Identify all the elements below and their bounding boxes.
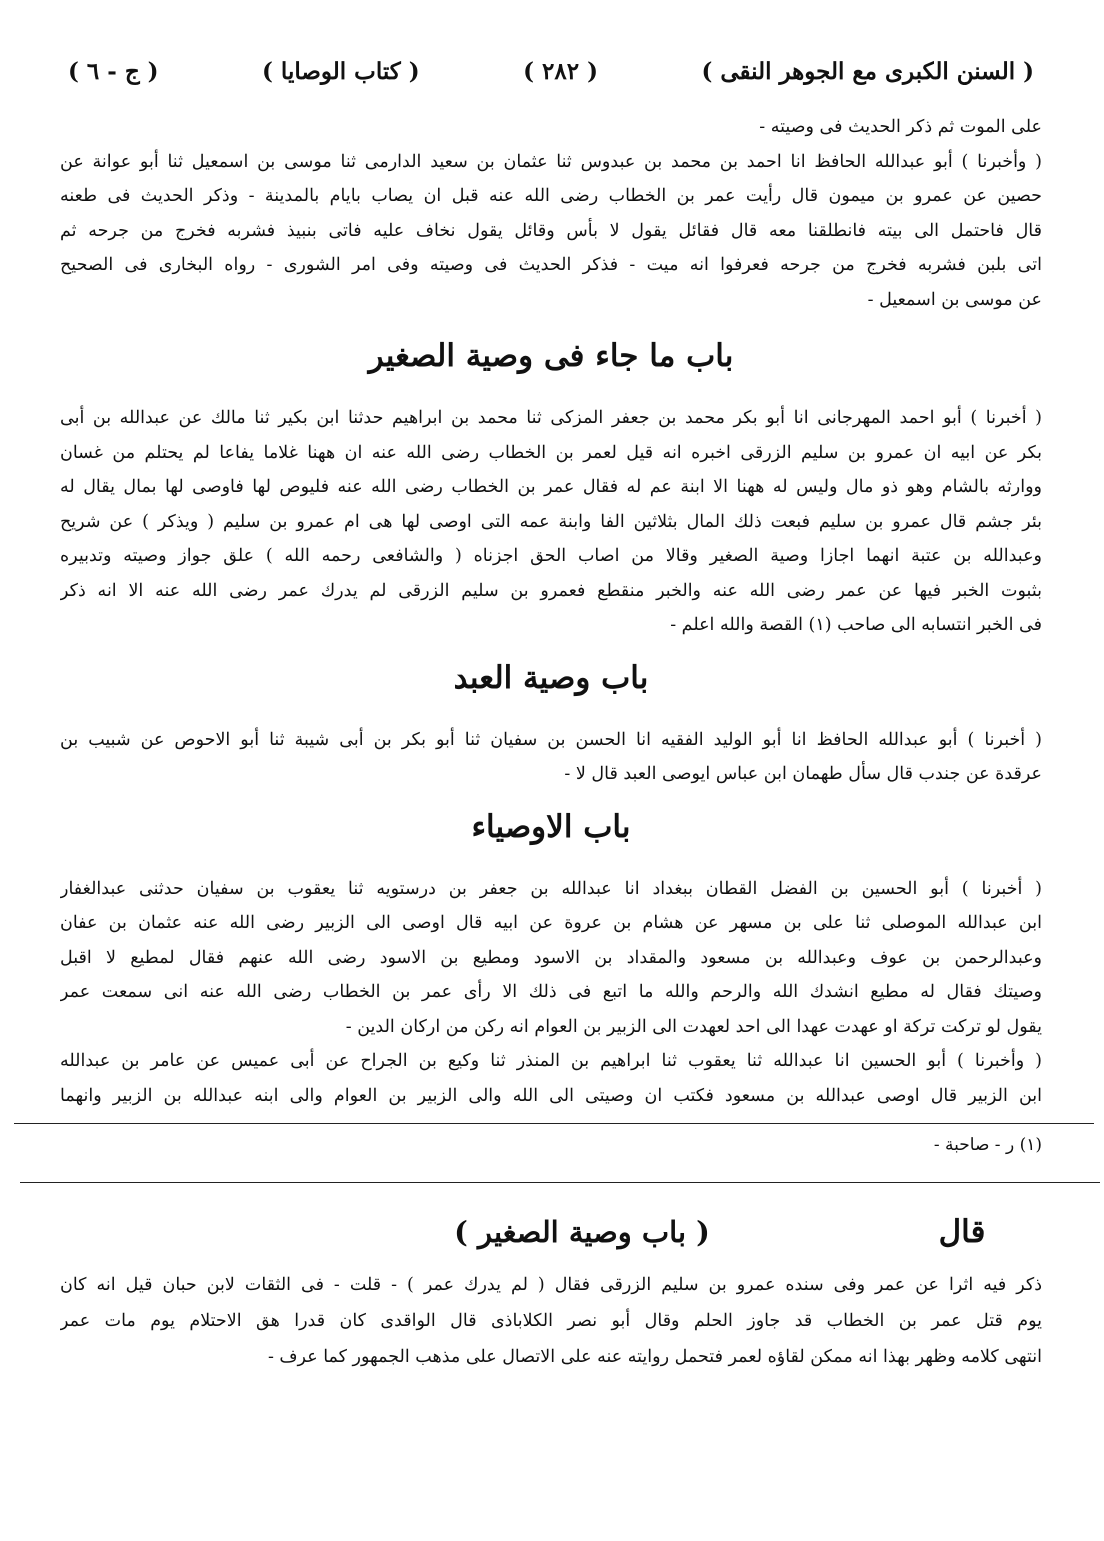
commentary-title: ( باب وصية الصغير ) [454,1215,710,1249]
chapter-title: ( كتاب الوصايا ) [262,58,420,85]
text-line: ( أخبرنا ) أبو عبدالله الحافظ انا أبو الوليد الفقيه انا الحسن بن سفيان ثنا أبو بكر بن أبى شيبة ثنا أبو الاحوص عن شبيب بن [60,729,1042,750]
text-line: ابن عبدالله الموصلى ثنا على بن مسهر عن هشام بن عروة عن ابيه قال اوصى الى الزبير رضى الله عنه عثمان بن عفان [60,913,1042,933]
text-line: وصيتك فقال له مطيع انشدك الله والرحم والله ما اتبع فى ذلك الا رأى عمر بن الخطاب رضى الله عنه انى سمعت عمر [60,982,1042,1002]
text-line: ووارثه بالشام وهو ذو مال وليس له ههنا الا ابنة عم له فقال عمر بن الخطاب رضى الله عنه فليوص لها فاوصى لها بمال يقال له [60,477,1042,497]
text-line: ( أخبرنا ) أبو احمد المهرجانى انا أبو بكر محمد بن جعفر المزكى ثنا محمد بن ابراهيم حدثنا ابن بكير ثنا مالك عن عبدالله بن أبى [60,408,1042,428]
volume-label: ( ج - ٦ ) [68,58,159,85]
section-minor-will [60,401,1042,643]
text-line: فى الخبر انتسابه الى صاحب (١) القصة والله اعلم - [670,615,1042,635]
main-text [60,110,1042,1113]
text-line: ( وأخبرنا ) أبو الحسين انا عبدالله ثنا يعقوب ثنا ابراهيم بن المنذر ثنا وكيع بن الجراح عن أبى عميس عن عامر بن عبدالله [60,1051,1042,1071]
text-line: حصين عن عمرو بن ميمون قال رأيت عمر بن الخطاب رضى الله عنه قبل ان يصاب بايام بالمدينة - وذكر الحديث فى طعنه [60,186,1042,206]
text-line: على الموت ثم ذكر الحديث فى وصيته - [759,117,1042,137]
text-line: وعبدالرحمن بن عوف وعبدالله بن مسعود والمقداد بن الاسود ومطيع بن الاسود رضى الله عنهم فقال لمطيع لا اقبل [60,947,1042,968]
commentary-divider [20,1182,1100,1183]
text-line: ( وأخبرنا ) أبو عبدالله الحافظ انا احمد بن محمد بن عبدوس ثنا عثمان بن سعيد الدارمى ثنا موسى بن اسمعيل ثنا أبو عوانة عن [60,151,1042,172]
text-line: وعبدالله بن عتبة انهما اجازا وصية الصغير وقالا من اصاب الحق اجزناه ( والشافعى رحمه الله ) علق جواز وصيته وتدبيره [60,546,1042,566]
text-line: بثبوت الخبر فيها عن عمر رضى الله عنه والخبر منقطع فعمرو بن سليم الزرقى لم يدرك عمر رضى الله عنه الا انه ذكر [60,580,1042,601]
section-executors [60,872,1042,1114]
book-title: ( السنن الكبرى مع الجوهر النقى ) [701,58,1034,85]
text-line: انتهى كلامه وظهر بهذا انه ممكن لقاؤه لعمر فتحمل روايته عنه على الاتصال على مذهب الجمهور كما عرف - [267,1347,1042,1367]
text-line: عرقدة عن جندب قال سأل طهمان ابن عباس ايوصى العبد قال لا - [564,764,1042,784]
section-heading: باب الاوصياء [471,808,631,845]
text-line: بئر جشم قال عمرو بن سليم فبعت ذلك المال بثلاثين الفا وابنة عمه التى اوصى لها هى ام عمرو بن سليم ( ويذكر ) عن شريح [60,511,1042,532]
section-heading: باب ما جاء فى وصية الصغير [368,338,734,374]
text-line: بكر عن ابيه ان عمرو بن سليم الزرقى اخبره انه قيل لعمر بن الخطاب رضى الله عنه ان ههنا غلاما يفاعا لم يحتلم من غسان [60,442,1042,463]
text-line: ذكر فيه اثرا عن عمر وفى سنده عمرو بن سليم الزرقى فقال ( لم يدرك عمر ) - قلت - فى الثقات لابن حبان قيل انه كان [60,1275,1042,1295]
section-heading: باب وصية العبد [453,659,649,696]
commentary-header [60,1201,1042,1263]
running-header [60,52,1042,92]
text-line: عن موسى بن اسمعيل - [867,289,1042,310]
text-line: قال فاحتمل الى بيته فانطلقنا معه قال فقائل يقول لا بأس وقائل يقول نخاف عليه فاتى بنبيذ فشربه فخرج من جرحه ثم [60,220,1042,241]
text-line: ابن الزبير قال اوصى عبدالله بن مسعود فكتب ان وصيتى الى الله والى الزبير بن العوام والى ابنه عبدالله بن الزبير وانهما [60,1085,1042,1106]
section-continuation [60,110,1042,317]
commentary-text [60,1267,1042,1375]
document-page [60,52,1042,1375]
text-line: يقول لو تركت تركة او عهدت عهدا الى احد لعهدت الى الزبير بن العوام انه ركن من اركان الدين - [345,1016,1042,1037]
page-number: ( ٢٨٢ ) [523,58,598,85]
text-line: يوم قتل عمر بن الخطاب قد جاوز الحلم وقال أبو نصر الكلاباذى قال الواقدى كان قدرا هق الاحتلام يوم مات عمر [60,1311,1042,1331]
text-line: ( أخبرنا ) أبو الحسين بن الفضل القطان ببغداد انا عبدالله بن جعفر بن درستويه ثنا يعقوب بن سفيان حدثنى عبدالغفار [60,878,1042,899]
footnote: (١) ر - صاحبة - [933,1135,1042,1155]
text-line: اتى بلبن فشربه فخرج من جرحه فعرفوا انه ميت - فذكر الحديث فى وصيته وفى امر الشورى - رواه البخارى فى الصحيح [60,255,1042,275]
section-slave-will [60,723,1042,792]
commentary-qal: قال [938,1214,986,1250]
